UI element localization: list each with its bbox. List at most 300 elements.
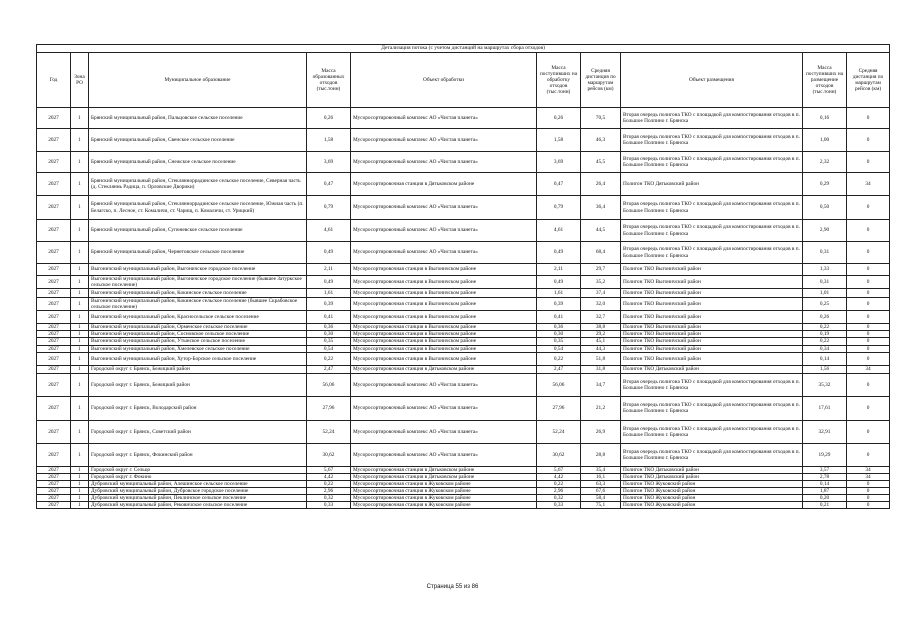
mass-to-processing-cell: 1,58 [537,129,581,152]
year-cell: 2027 [37,487,71,494]
distance-disposal-cell: 0 [847,324,890,331]
distance-disposal-cell: 0 [847,276,890,289]
disposal-object-cell: Полигон ТКО Жуковский район [621,480,803,487]
table-row [37,108,890,129]
distance-disposal-cell: 0 [847,331,890,338]
disposal-object-cell: Полигон ТКО Жуковский район [621,494,803,501]
mass-formed-cell: 0,49 [307,242,351,264]
mass-to-processing-cell: 56,06 [537,373,581,396]
processing-object-cell: Мусоросортировочная станция в Дятьковском районе [351,365,537,373]
year-cell: 2027 [37,220,71,242]
municipality-cell: Городской округ г. Фокино [89,473,307,480]
distance-disposal-cell: 0 [847,129,890,152]
table-row [37,480,890,487]
zone-cell: 1 [71,276,89,289]
municipality-cell: Городской округ г. Брянск, Бежицкий район [89,373,307,396]
distance-disposal-cell: 0 [847,502,890,509]
disposal-object-cell: Полигон ТКО Выгоничский район [621,324,803,331]
distance-disposal-cell: 34 [847,466,890,473]
mass-to-processing-cell: 0,22 [537,352,581,365]
disposal-object-cell: Полигон ТКО Дятьковский район [621,473,803,480]
distance-processing-cell: 26,9 [581,420,621,443]
distance-processing-cell: 36,4 [581,196,621,220]
mass-to-processing-cell: 2,96 [537,487,581,494]
distance-disposal-cell: 0 [847,345,890,352]
mass-to-processing-cell: 0,32 [537,494,581,501]
disposal-object-cell: Полигон ТКО Выгоничский район [621,338,803,345]
mass-to-processing-cell: 2,47 [537,365,581,373]
mass-to-disposal-cell: 1,00 [803,129,847,152]
year-cell: 2027 [37,289,71,298]
table-row [37,396,890,420]
processing-object-cell: Мусоросортировочная станция в Выгоничском районе [351,324,537,331]
col-header-zone: Зона РО [71,53,89,108]
distance-processing-cell: 37,4 [581,289,621,298]
mass-to-processing-cell: 0,26 [537,108,581,129]
municipality-cell: Выгоничский муниципальный район, Хмелевское сельское поселение [89,345,307,352]
zone-cell: 1 [71,338,89,345]
table-row [37,443,890,466]
zone-cell: 1 [71,220,89,242]
zone-cell: 1 [71,473,89,480]
mass-to-disposal-cell: 1,56 [803,365,847,373]
zone-cell: 1 [71,365,89,373]
year-cell: 2027 [37,345,71,352]
processing-object-cell: Мусоросортировочная станция в Дятьковском районе [351,473,537,480]
distance-disposal-cell: 0 [847,311,890,324]
mass-to-processing-cell: 0,49 [537,276,581,289]
municipality-cell: Выгоничский муниципальный район, Утынское сельское поселение [89,338,307,345]
processing-object-cell: Мусоросортировочный комплекс АО «Чистая планета» [351,373,537,396]
year-cell: 2027 [37,443,71,466]
municipality-cell: Дубровский муниципальный район, Рековичское сельское поселение [89,502,307,509]
mass-to-processing-cell: 0,54 [537,345,581,352]
processing-object-cell: Мусоросортировочная станция в Жуковском районе [351,480,537,487]
processing-object-cell: Мусоросортировочный комплекс АО «Чистая планета» [351,242,537,264]
processing-object-cell: Мусоросортировочная станция в Дятьковском районе [351,173,537,196]
processing-object-cell: Мусоросортировочный комплекс АО «Чистая планета» [351,196,537,220]
table-row [37,352,890,365]
mass-to-processing-cell: 0,33 [537,502,581,509]
processing-object-cell: Мусоросортировочный комплекс АО «Чистая планета» [351,108,537,129]
mass-formed-cell: 1,58 [307,129,351,152]
col-header-year: Год [37,53,71,108]
distance-processing-cell: 51,8 [581,352,621,365]
distance-processing-cell: 44,3 [581,345,621,352]
table-row [37,473,890,480]
year-cell: 2027 [37,352,71,365]
processing-object-cell: Мусоросортировочная станция в Выгоничском районе [351,345,537,352]
distance-processing-cell: 16,1 [581,473,621,480]
year-cell: 2027 [37,466,71,473]
table-row [37,220,890,242]
processing-object-cell: Мусоросортировочная станция в Выгоничском районе [351,289,537,298]
municipality-cell: Брянский муниципальный район, Пальцовское сельское поселение [89,108,307,129]
year-cell: 2027 [37,324,71,331]
mass-to-disposal-cell: 0,31 [803,276,847,289]
distance-disposal-cell: 0 [847,108,890,129]
disposal-object-cell: Полигон ТКО Дятьковский район [621,173,803,196]
table-row [37,289,890,298]
zone-cell: 1 [71,173,89,196]
mass-to-processing-cell: 2,11 [537,264,581,276]
col-header-municipality: Муниципальное образование [89,53,307,108]
table-row [37,152,890,173]
table-row [37,264,890,276]
year-cell: 2027 [37,502,71,509]
year-cell: 2027 [37,242,71,264]
year-cell: 2027 [37,276,71,289]
mass-to-disposal-cell: 0,22 [803,338,847,345]
disposal-object-cell: Вторая очередь полигона ТКО с площадкой для компостирования отходов в п. Большое Полпино г. Брянска [621,420,803,443]
distance-processing-cell: 45,1 [581,338,621,345]
processing-object-cell: Мусоросортировочная станция в Выгоничском районе [351,331,537,338]
processing-object-cell: Мусоросортировочный комплекс АО «Чистая планета» [351,396,537,420]
col-header-processing-object: Объект обработки [351,53,537,108]
year-cell: 2027 [37,152,71,173]
disposal-object-cell: Полигон ТКО Выгоничский район [621,276,803,289]
processing-object-cell: Мусоросортировочная станция в Дятьковском районе [351,466,537,473]
municipality-cell: Городской округ г. Сельцо [89,466,307,473]
distance-disposal-cell: 0 [847,196,890,220]
disposal-object-cell: Полигон ТКО Выгоничский район [621,311,803,324]
table-row [37,331,890,338]
municipality-cell: Выгоничский муниципальный район, Красносельское сельское поселение [89,311,307,324]
disposal-object-cell: Вторая очередь полигона ТКО с площадкой для компостирования отходов в п. Большое Полпино г. Брянска [621,152,803,173]
mass-formed-cell: 0,22 [307,352,351,365]
zone-cell: 1 [71,324,89,331]
mass-to-disposal-cell: 1,01 [803,289,847,298]
distance-disposal-cell: 0 [847,264,890,276]
mass-to-disposal-cell: 2,78 [803,473,847,480]
year-cell: 2027 [37,494,71,501]
mass-to-processing-cell: 52,24 [537,420,581,443]
municipality-cell: Выгоничский муниципальный район, Сосновское сельское поселение [89,331,307,338]
municipality-cell: Дубровский муниципальный район, Дубровское городское поселение [89,487,307,494]
table-row [37,173,890,196]
table-row [37,298,890,311]
year-cell: 2027 [37,365,71,373]
municipality-cell: Брянский муниципальный район, Снежское сельское поселение [89,152,307,173]
zone-cell: 1 [71,196,89,220]
processing-object-cell: Мусоросортировочная станция в Выгоничском районе [351,352,537,365]
table-row [37,502,890,509]
mass-to-processing-cell: 0,30 [537,331,581,338]
table-row [37,276,890,289]
municipality-cell: Выгоничский муниципальный район, Кокинское сельское поселение (бывшее Скрабовское сельское поселение) [89,298,307,311]
mass-to-processing-cell: 0,49 [537,242,581,264]
mass-to-disposal-cell: 0,22 [803,324,847,331]
mass-to-processing-cell: 0,41 [537,311,581,324]
year-cell: 2027 [37,420,71,443]
mass-to-processing-cell: 0,79 [537,196,581,220]
zone-cell: 1 [71,242,89,264]
zone-cell: 1 [71,502,89,509]
mass-formed-cell: 0,54 [307,345,351,352]
distance-disposal-cell: 34 [847,365,890,373]
year-cell: 2027 [37,480,71,487]
distance-disposal-cell: 0 [847,298,890,311]
mass-to-processing-cell: 0,22 [537,480,581,487]
distance-processing-cell: 35,4 [581,466,621,473]
mass-formed-cell: 0,47 [307,173,351,196]
municipality-cell: Брянский муниципальный район, Супоневское сельское поселение [89,220,307,242]
distance-processing-cell: 29,2 [581,331,621,338]
mass-to-processing-cell: 1,61 [537,289,581,298]
zone-cell: 1 [71,420,89,443]
processing-object-cell: Мусоросортировочная станция в Выгоничском районе [351,298,537,311]
col-header-mass-formed: Масса образованных отходов (тыс.тонн) [307,53,351,108]
municipality-cell: Брянский муниципальный район, Стеклянноррадинское сельское поселение, Северная часть (д. Стекляннь Радица, п. Орловские Дворики) [89,173,307,196]
processing-object-cell: Мусоросортировочный комплекс АО «Чистая планета» [351,220,537,242]
mass-to-disposal-cell: 0,21 [803,502,847,509]
municipality-cell: Брянский муниципальный район, Свенское сельское поселение [89,129,307,152]
municipality-cell: Брянский муниципальный район, Стеклянноррадинское сельское поселение, Южная часть (п. Белагско, п. Лесное, ст. Комаличи, ст. Чарищ, п. Комаличи, ст. Урицкий) [89,196,307,220]
mass-to-disposal-cell: 0,34 [803,345,847,352]
mass-formed-cell: 4,61 [307,220,351,242]
distance-disposal-cell: 0 [847,220,890,242]
table-row [37,196,890,220]
mass-formed-cell: 0,33 [307,502,351,509]
flow-detail-table [36,44,890,509]
year-cell: 2027 [37,338,71,345]
table-row [37,324,890,331]
mass-to-processing-cell: 4,61 [537,220,581,242]
zone-cell: 1 [71,466,89,473]
municipality-cell: Городской округ г. Брянск, Бежицкий район [89,365,307,373]
distance-processing-cell: 58,4 [581,494,621,501]
col-header-mass-to-disposal: Масса поступивших на размещение отходов (тыс.тонн) [803,53,847,108]
zone-cell: 1 [71,396,89,420]
mass-formed-cell: 30,62 [307,443,351,466]
mass-to-disposal-cell: 0,29 [803,173,847,196]
zone-cell: 1 [71,311,89,324]
mass-formed-cell: 1,61 [307,289,351,298]
processing-object-cell: Мусоросортировочный комплекс АО «Чистая планета» [351,443,537,466]
distance-processing-cell: 21,2 [581,396,621,420]
zone-cell: 1 [71,108,89,129]
col-header-distance-disposal: Средняя дистанция по маршрутам рейсов (км) [847,53,890,108]
zone-cell: 1 [71,352,89,365]
distance-processing-cell: 28,8 [581,443,621,466]
distance-processing-cell: 29,7 [581,264,621,276]
zone-cell: 1 [71,331,89,338]
processing-object-cell: Мусоросортировочная станция в Жуковском районе [351,494,537,501]
disposal-object-cell: Вторая очередь полигона ТКО с площадкой для компостирования отходов в п. Большое Полпино г. Брянска [621,220,803,242]
processing-object-cell: Мусоросортировочная станция в Жуковском районе [351,502,537,509]
table-body [37,108,890,509]
table-row [37,487,890,494]
table-row [37,242,890,264]
municipality-cell: Дубровский муниципальный район, Пеклинское сельское поселение [89,494,307,501]
mass-to-processing-cell: 30,62 [537,443,581,466]
mass-formed-cell: 0,22 [307,480,351,487]
mass-formed-cell: 0,79 [307,196,351,220]
col-header-disposal-object: Объект размещения [621,53,803,108]
distance-disposal-cell: 0 [847,152,890,173]
disposal-object-cell: Вторая очередь полигона ТКО с площадкой для компостирования отходов в п. Большое Полпино г. Брянска [621,396,803,420]
mass-to-disposal-cell: 3,57 [803,466,847,473]
mass-formed-cell: 3,69 [307,152,351,173]
table-row [37,466,890,473]
disposal-object-cell: Полигон ТКО Выгоничский район [621,331,803,338]
mass-to-disposal-cell: 32,91 [803,420,847,443]
mass-formed-cell: 0,41 [307,311,351,324]
zone-cell: 1 [71,373,89,396]
distance-processing-cell: 75,1 [581,502,621,509]
disposal-object-cell: Полигон ТКО Дятьковский район [621,365,803,373]
distance-disposal-cell: 0 [847,494,890,501]
zone-cell: 1 [71,298,89,311]
zone-cell: 1 [71,152,89,173]
distance-processing-cell: 31,8 [581,365,621,373]
mass-to-disposal-cell: 0,14 [803,480,847,487]
distance-processing-cell: 63,3 [581,480,621,487]
distance-processing-cell: 32,0 [581,298,621,311]
mass-to-processing-cell: 0,36 [537,324,581,331]
mass-to-disposal-cell: 0,19 [803,331,847,338]
mass-formed-cell: 4,42 [307,473,351,480]
zone-cell: 1 [71,480,89,487]
zone-cell: 1 [71,443,89,466]
distance-processing-cell: 70,5 [581,108,621,129]
mass-formed-cell: 2,96 [307,487,351,494]
distance-disposal-cell: 0 [847,242,890,264]
distance-disposal-cell: 0 [847,420,890,443]
mass-to-disposal-cell: 0,26 [803,311,847,324]
processing-object-cell: Мусоросортировочная станция в Выгоничском районе [351,276,537,289]
mass-to-disposal-cell: 2,32 [803,152,847,173]
mass-formed-cell: 52,24 [307,420,351,443]
table-row [37,365,890,373]
municipality-cell: Выгоничский муниципальный район, Кокинское сельское поселение [89,289,307,298]
distance-processing-cell: 35,2 [581,276,621,289]
year-cell: 2027 [37,108,71,129]
mass-formed-cell: 27,96 [307,396,351,420]
table-row [37,494,890,501]
disposal-object-cell: Полигон ТКО Выгоничский район [621,289,803,298]
mass-to-processing-cell: 0,39 [537,298,581,311]
distance-processing-cell: 68,4 [581,242,621,264]
municipality-cell: Выгоничский муниципальный район, Хутор-Борское сельское поселение [89,352,307,365]
mass-to-processing-cell: 4,42 [537,473,581,480]
distance-processing-cell: 67,6 [581,487,621,494]
distance-disposal-cell: 34 [847,173,890,196]
year-cell: 2027 [37,373,71,396]
zone-cell: 1 [71,345,89,352]
mass-to-disposal-cell: 19,29 [803,443,847,466]
zone-cell: 1 [71,264,89,276]
page-footer: Страница 55 из 86 [426,584,479,590]
mass-to-processing-cell: 27,96 [537,396,581,420]
disposal-object-cell: Вторая очередь полигона ТКО с площадкой для компостирования отходов в п. Большое Полпино г. Брянска [621,196,803,220]
mass-to-disposal-cell: 1,87 [803,487,847,494]
distance-processing-cell: 38,8 [581,324,621,331]
mass-formed-cell: 0,32 [307,494,351,501]
group-header: Детализация потока (с учетом дистанций на маршрутах сбора отходов) [37,45,890,53]
disposal-object-cell: Вторая очередь полигона ТКО с площадкой для компостирования отходов в п. Большое Полпино г. Брянска [621,242,803,264]
mass-to-disposal-cell: 35,32 [803,373,847,396]
table-row [37,345,890,352]
mass-to-disposal-cell: 2,90 [803,220,847,242]
mass-to-disposal-cell: 0,14 [803,352,847,365]
distance-disposal-cell: 34 [847,473,890,480]
distance-disposal-cell: 0 [847,396,890,420]
mass-formed-cell: 2,11 [307,264,351,276]
mass-to-disposal-cell: 0,25 [803,298,847,311]
mass-to-processing-cell: 5,67 [537,466,581,473]
municipality-cell: Городской округ г. Брянск, Советский район [89,420,307,443]
disposal-object-cell: Полигон ТКО Выгоничский район [621,298,803,311]
table-row [37,311,890,324]
mass-to-disposal-cell: 0,16 [803,108,847,129]
year-cell: 2027 [37,298,71,311]
municipality-cell: Городской округ г. Брянск, Фокинский район [89,443,307,466]
distance-disposal-cell: 0 [847,373,890,396]
distance-disposal-cell: 0 [847,338,890,345]
year-cell: 2027 [37,331,71,338]
processing-object-cell: Мусоросортировочный комплекс АО «Чистая планета» [351,152,537,173]
zone-cell: 1 [71,487,89,494]
mass-formed-cell: 0,36 [307,324,351,331]
mass-to-processing-cell: 3,69 [537,152,581,173]
col-header-distance-processing: Средняя дистанция по маршрутам рейсов (км) [581,53,621,108]
table-row [37,129,890,152]
distance-disposal-cell: 0 [847,289,890,298]
distance-disposal-cell: 0 [847,480,890,487]
municipality-cell: Выгоничский муниципальный район, Выгоничское городское поселение [89,264,307,276]
mass-formed-cell: 0,39 [307,298,351,311]
mass-formed-cell: 0,30 [307,331,351,338]
distance-processing-cell: 26,4 [581,173,621,196]
zone-cell: 1 [71,289,89,298]
mass-formed-cell: 2,47 [307,365,351,373]
year-cell: 2027 [37,311,71,324]
processing-object-cell: Мусоросортировочный комплекс АО «Чистая планета» [351,129,537,152]
mass-to-disposal-cell: 0,20 [803,494,847,501]
mass-formed-cell: 5,67 [307,466,351,473]
col-header-mass-to-processing: Масса поступивших на обработку отходов (тыс.тонн) [537,53,581,108]
mass-formed-cell: 0,35 [307,338,351,345]
year-cell: 2027 [37,196,71,220]
mass-formed-cell: 0,49 [307,276,351,289]
mass-to-disposal-cell: 0,50 [803,196,847,220]
zone-cell: 1 [71,494,89,501]
distance-disposal-cell: 0 [847,443,890,466]
mass-formed-cell: 56,06 [307,373,351,396]
disposal-object-cell: Вторая очередь полигона ТКО с площадкой для компостирования отходов в п. Большое Полпино г. Брянска [621,373,803,396]
year-cell: 2027 [37,396,71,420]
distance-disposal-cell: 0 [847,487,890,494]
distance-processing-cell: 46,3 [581,129,621,152]
disposal-object-cell: Полигон ТКО Дятьковский район [621,466,803,473]
mass-to-processing-cell: 0,35 [537,338,581,345]
municipality-cell: Городской округ г. Брянск, Володарский район [89,396,307,420]
disposal-object-cell: Полигон ТКО Выгоничский район [621,352,803,365]
processing-object-cell: Мусоросортировочная станция в Выгоничском районе [351,311,537,324]
municipality-cell: Выгоничский муниципальный район, Выгоничское городское поселение (бывшее Затуркское сельское поселение) [89,276,307,289]
distance-disposal-cell: 0 [847,352,890,365]
disposal-object-cell: Вторая очередь полигона ТКО с площадкой для компостирования отходов в п. Большое Полпино г. Брянска [621,108,803,129]
processing-object-cell: Мусоросортировочная станция в Жуковском районе [351,487,537,494]
processing-object-cell: Мусоросортировочный комплекс АО «Чистая планета» [351,420,537,443]
table-row [37,338,890,345]
year-cell: 2027 [37,129,71,152]
disposal-object-cell: Вторая очередь полигона ТКО с площадкой для компостирования отходов в п. Большое Полпино г. Брянска [621,129,803,152]
disposal-object-cell: Полигон ТКО Жуковский район [621,487,803,494]
municipality-cell: Брянский муниципальный район, Чернетовское сельское поселение [89,242,307,264]
mass-formed-cell: 0,26 [307,108,351,129]
